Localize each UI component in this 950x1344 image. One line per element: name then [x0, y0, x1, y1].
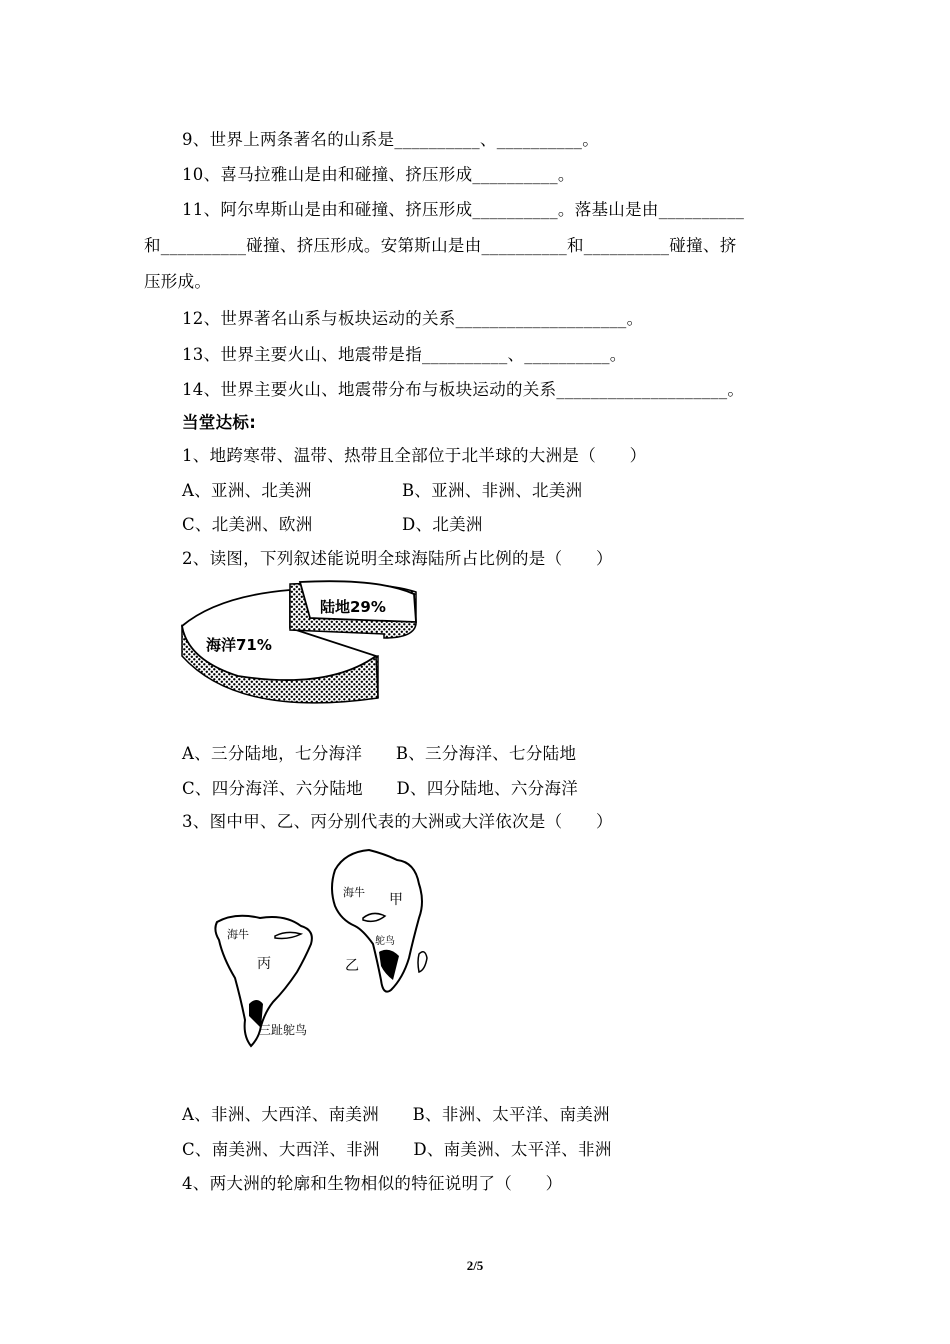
question-10: 10、喜马拉雅山是由和碰撞、挤压形成__________。 [182, 165, 575, 184]
q4-stem: 4、两大洲的轮廓和生物相似的特征说明了（ ） [182, 1174, 563, 1193]
q1-option-c: C、北美洲、欧洲 [182, 515, 313, 534]
question-9: 9、世界上两条著名的山系是__________、__________。 [182, 130, 599, 149]
question-11-line-3: 压形成。 [144, 272, 212, 291]
section-title: 当堂达标: [182, 413, 257, 432]
q1-option-d: D、北美洲 [402, 515, 483, 534]
question-13: 13、世界主要火山、地震带是指__________、__________。 [182, 345, 627, 364]
q1-option-b: B、亚洲、非洲、北美洲 [402, 481, 583, 500]
q3-options-cd: C、南美洲、大西洋、非洲 D、南美洲、太平洋、非洲 [182, 1140, 612, 1159]
q3-stem: 3、图中甲、乙、丙分别代表的大洲或大洋依次是（ ） [182, 812, 613, 831]
q2-stem: 2、读图，下列叙述能说明全球海陆所占比例的是（ ） [182, 549, 613, 568]
label-ostrich-left: 三趾鸵鸟 [259, 1023, 308, 1037]
page-number: 2/5 [466, 1258, 484, 1273]
q2-options-ab: A、三分陆地，七分海洋 B、三分海洋、七分陆地 [182, 744, 577, 763]
continents-map-figure [205, 840, 445, 1060]
q3-options-ab: A、非洲、大西洋、南美洲 B、非洲、太平洋、南美洲 [182, 1105, 610, 1124]
ocean-label: 海洋71% [206, 636, 272, 654]
q1-stem: 1、地跨寒带、温带、热带且全部位于北半球的大洲是（ ） [182, 446, 647, 465]
label-ostrich-right: 鸵鸟 [375, 936, 395, 947]
question-12: 12、世界著名山系与板块运动的关系____________________。 [182, 309, 644, 328]
question-11-line-1: 11、阿尔卑斯山是由和碰撞、挤压形成__________。落基山是由__________ [182, 200, 745, 219]
land-label: 陆地29% [320, 598, 386, 616]
label-jia: 甲 [389, 892, 403, 908]
label-manatee-left: 海牛 [227, 928, 249, 941]
question-14: 14、世界主要火山、地震带分布与板块运动的关系____________________。 [182, 380, 745, 399]
q2-options-cd: C、四分海洋、六分陆地 D、四分陆地、六分海洋 [182, 779, 579, 798]
label-manatee-right: 海牛 [343, 886, 365, 899]
label-yi: 乙 [345, 958, 359, 974]
land-ocean-pie-figure [178, 578, 428, 728]
label-bing: 丙 [257, 956, 271, 972]
question-11-line-2: 和__________碰撞、挤压形成。安第斯山是由__________和__________碰撞、挤 [144, 236, 737, 255]
q1-option-a: A、亚洲、北美洲 [182, 481, 312, 500]
madagascar-outline [418, 952, 427, 972]
